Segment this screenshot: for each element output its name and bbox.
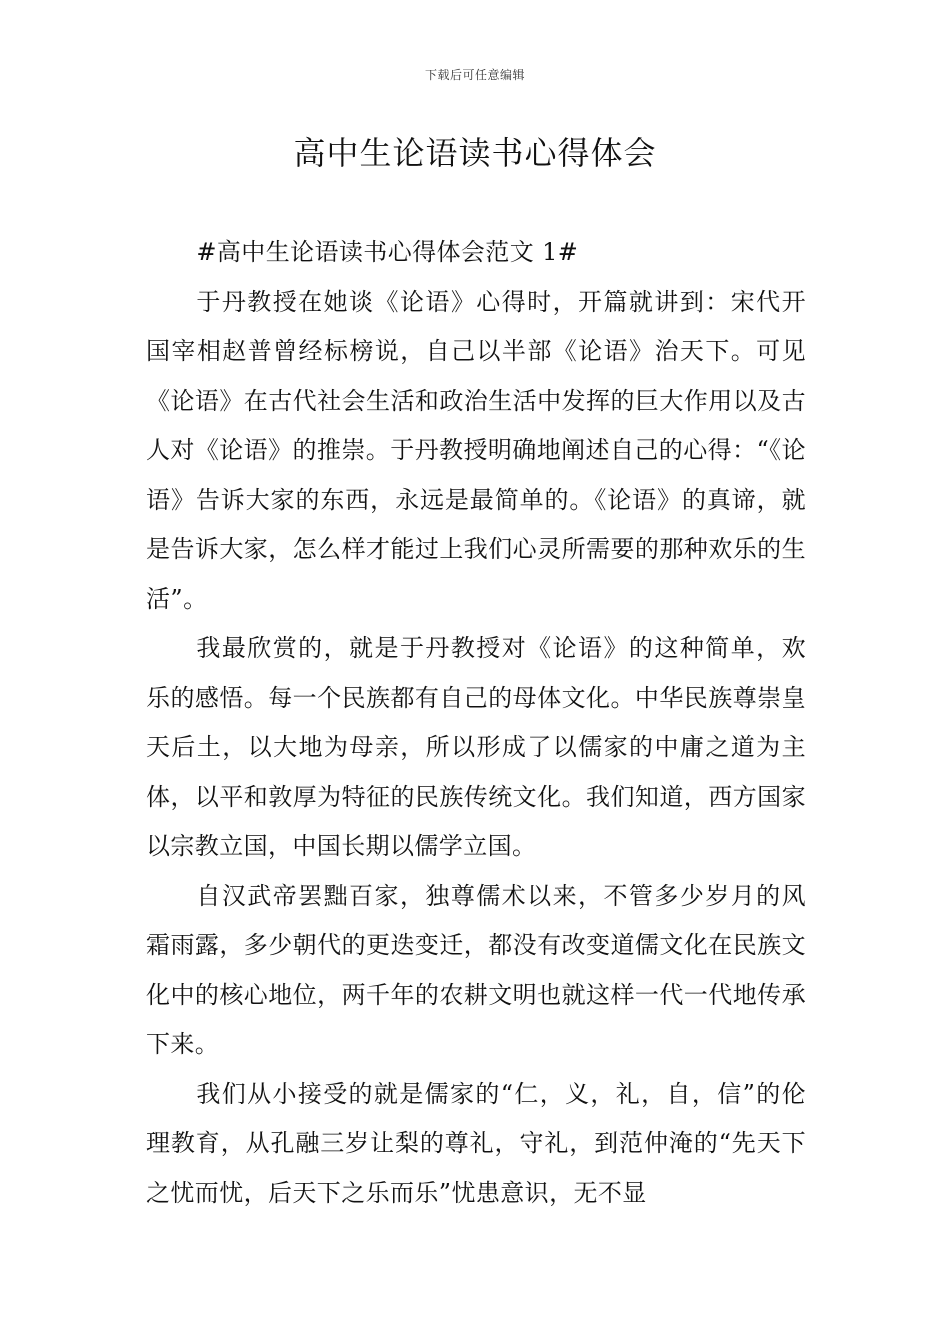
paragraph-3: 自汉武帝罢黜百家，独尊儒术以来，不管多少岁月的风霜雨露，多少朝代的更迭变迁，都没有改变道儒文化在民族文化中的核心地位，两千年的农耕文明也就这样一代一代地传承下来。 — [146, 881, 806, 1058]
paragraph-2: 我最欣赏的，就是于丹教授对《论语》的这种简单，欢乐的感悟。每一个民族都有自己的母体文化。中华民族尊崇皇天后土，以大地为母亲，所以形成了以儒家的中庸之道为主体，以平和敦厚为特征的民族传统文化。我们知道，西方国家以宗教立国，中国长期以儒学立国。 — [146, 634, 806, 860]
section-heading: #高中生论语读书心得体会范文 1# — [196, 238, 579, 266]
document-title: 高中生论语读书心得体会 — [293, 134, 657, 172]
paragraph-4: 我们从小接受的就是儒家的“仁，义，礼，自，信”的伦理教育，从孔融三岁让梨的尊礼，守礼，到范仲淹的“先天下之忧而忧，后天下之乐而乐”忧患意识，无不显 — [146, 1079, 806, 1207]
document-body — [146, 228, 806, 1218]
paragraph-1: 于丹教授在她谈《论语》心得时，开篇就讲到：宋代开国宰相赵普曾经标榜说，自己以半部《论语》治天下。可见《论语》在古代社会生活和政治生活中发挥的巨大作用以及古人对《论语》的推崇。于丹教授明确地阐述自己的心得：“《论语》告诉大家的东西，永远是最简单的。《论语》的真谛，就是告诉大家，怎么样才能过上我们心灵所需要的那种欢乐的生活”。 — [146, 287, 806, 613]
header-note: 下载后可任意编辑 — [424, 68, 525, 82]
